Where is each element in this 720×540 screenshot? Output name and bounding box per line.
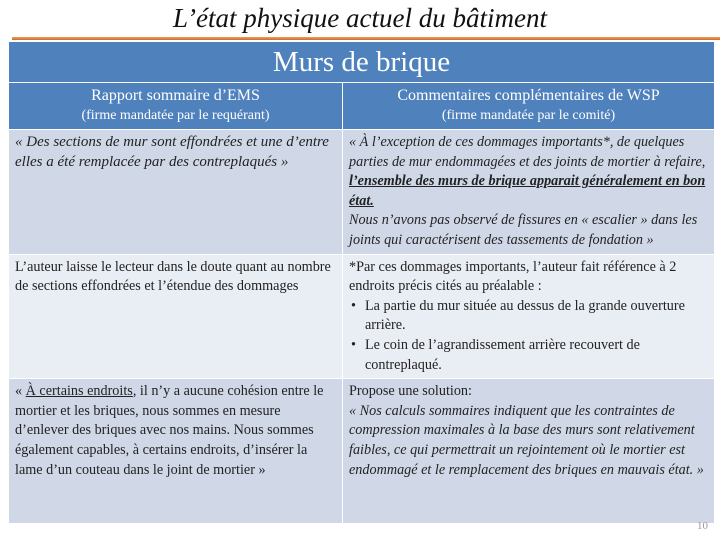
table-row (9, 379, 715, 524)
column-subtitle: (firme mandatée par le comité) (441, 108, 616, 123)
page-number: 10 (697, 520, 708, 532)
cell-text: Propose une solution: (349, 383, 472, 400)
column-header-ems (9, 83, 343, 130)
table-heading: Murs de brique (9, 42, 715, 83)
slide-title: L’état physique actuel du bâtiment (173, 3, 547, 33)
ems-cell: « Des sections de mur sont effondrées et une d’entre elles a été remplacée par des contreplaqués » (9, 130, 343, 255)
bullet-list (349, 297, 708, 375)
column-header-wsp (343, 83, 715, 130)
ems-cell: L’auteur laisse le lecteur dans le doute quant au nombre de sections effondrées et l’étendue des dommages (9, 254, 343, 379)
column-title: Rapport sommaire d’EMS (91, 87, 260, 104)
cell-quote: « Nos calculs sommaires indiquent que les contraintes de compression maximales à la base des murs sont relativement faibles, ce qui permettrait un rejointement où le mortier est endommagé et le remplacement des briques en mauvais état. » (349, 402, 704, 478)
cell-text: Nous n’avons pas observé de fissures en « escalier » dans les joints qui caractérisent des tassements de fondation » (349, 212, 698, 248)
column-title: Commentaires complémentaires de WSP (397, 87, 660, 104)
cell-text: , il n’y a aucune cohésion entre le mortier et les briques, nous sommes en mesure d’enlever des briques avec nos mains. Nous sommes également capables, à certains endroits, d’insérer la lame d’un couteau dans le joint de mortier » (15, 383, 324, 478)
list-item: • La partie du mur située au dessus de la grande ouverture arrière. (365, 297, 708, 336)
list-item: • Le coin de l’agrandissement arrière recouvert de contreplaqué. (365, 336, 708, 375)
cell-emphasis: l’ensemble des murs de brique apparait généralement en bon état. (349, 173, 706, 209)
cell-emphasis: À certains endroits (25, 383, 133, 400)
wsp-cell (343, 379, 715, 524)
cell-text: *Par ces dommages importants, l’auteur fait référence à 2 endroits précis cités au préalable : (349, 258, 677, 295)
cell-text: « À l’exception de ces dommages importants*, de quelques parties de mur endommagées et des joints de mortier à refaire, (349, 134, 706, 170)
comparison-table (8, 41, 715, 524)
ems-cell (9, 379, 343, 524)
wsp-cell (343, 254, 715, 379)
table-row (9, 254, 715, 379)
wsp-cell (343, 130, 715, 255)
cell-text: « (15, 383, 26, 400)
title-divider (12, 37, 720, 40)
table-row (9, 130, 715, 255)
column-subtitle: (firme mandatée par le requérant) (81, 108, 270, 123)
